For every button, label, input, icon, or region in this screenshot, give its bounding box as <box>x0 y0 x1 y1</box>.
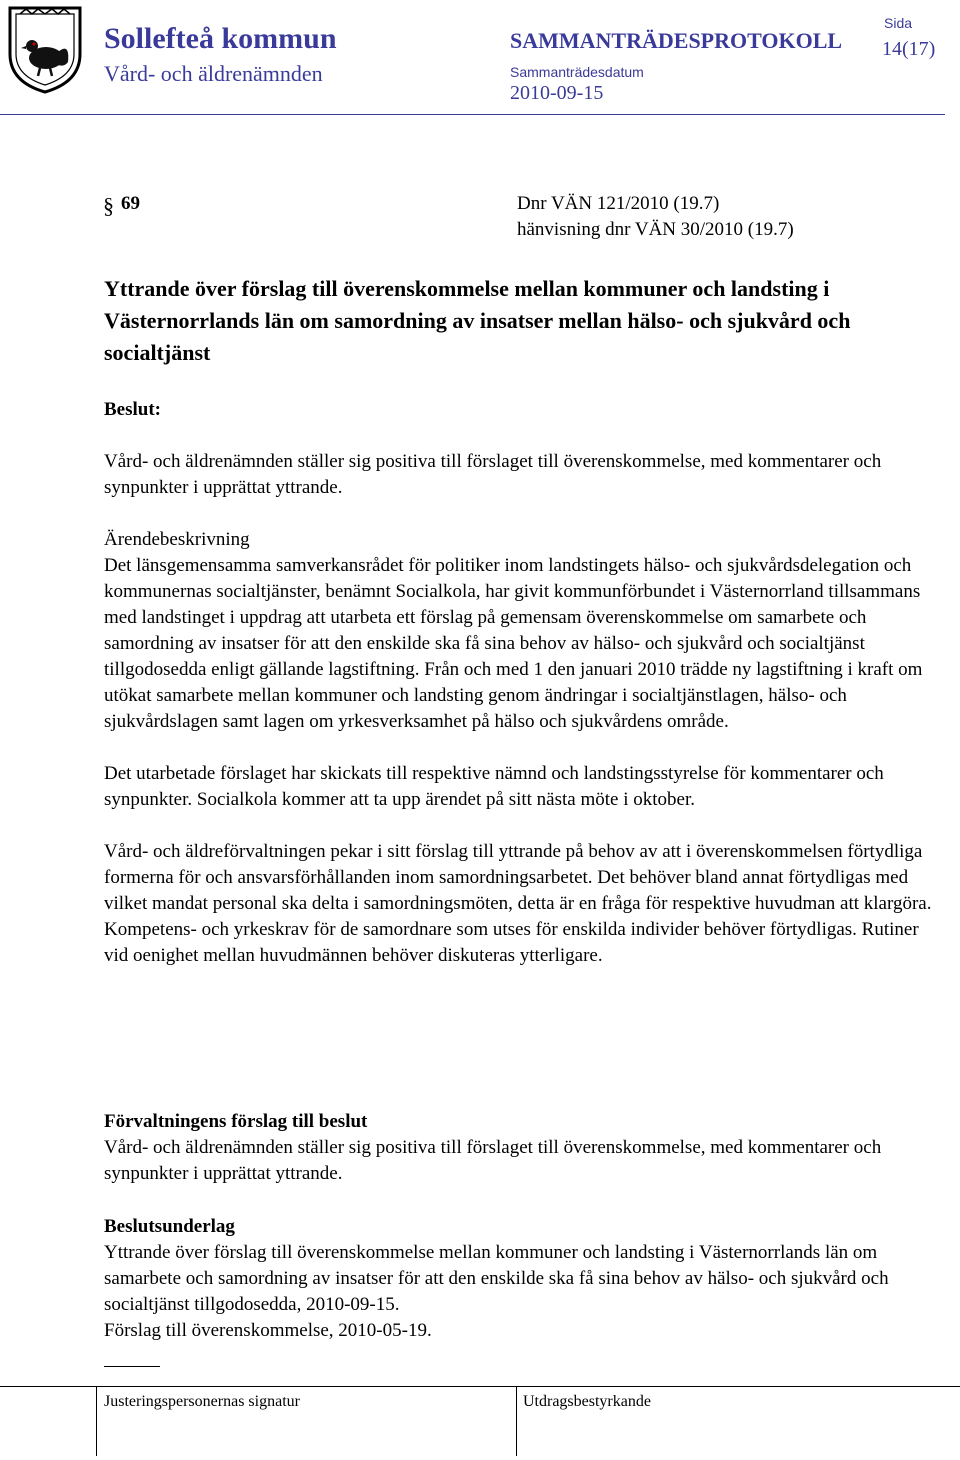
municipal-crest-logo <box>6 4 84 94</box>
signature-label: Justeringspersonernas signatur <box>104 1393 300 1410</box>
meeting-date-value: 2010-09-15 <box>510 82 604 104</box>
footer-divider-vertical <box>516 1386 517 1456</box>
proposal-heading: Förvaltningens förslag till beslut <box>104 1111 368 1132</box>
description-paragraph: Det utarbetade förslaget har skickats till respektive nämnd och landstingsstyrelse för kommentarer och synpunkter. Socialkola kommer att ta upp ärendet på sitt nästa möte i oktober. <box>104 763 884 810</box>
reference-number: hänvisning dnr VÄN 30/2010 (19.7) <box>517 219 794 240</box>
end-rule <box>104 1366 160 1367</box>
page-label: Sida <box>884 15 913 31</box>
basis-text: Yttrande över förslag till överenskommelse mellan kommuner och landsting i Västernorrlands län om samarbete och samordning av insatser för att den enskilde ska få sina behov av hälso- och sjukvård och socialtjänst tillgodosedda, 2010-09-15. <box>104 1242 889 1315</box>
basis-section <box>104 1214 934 1344</box>
municipality-name: Sollefteå kommun <box>104 22 337 55</box>
protocol-title: SAMMANTRÄDESPROTOKOLL <box>510 28 843 53</box>
extract-certification-label: Utdragsbestyrkande <box>523 1393 651 1410</box>
proposal-text: Vård- och äldrenämnden ställer sig positiva till förslaget till överenskommelse, med kommentarer och synpunkter i upprättat yttrande. <box>104 1137 882 1184</box>
footer-divider-vertical <box>96 1386 97 1456</box>
meeting-date-label: Sammanträdesdatum <box>510 64 644 80</box>
description-paragraph: Vård- och äldreförvaltningen pekar i sitt förslag till yttrande på behov av att i överenskommelsen förtydliga formerna för och ansvarsförhållanden inom samordningsarbetet. Det behöver bland annat förtydligas med vilket mandat personal ska delta i samordningsmöten, detta är en fråga för respektive huvudman att klargöra. Kompetens- och yrkeskrav för de samordnare som utses för enskilda individer behöver förtydligas. Rutiner vid oenighet mellan huvudmännen behöver diskuteras ytterligare. <box>104 841 932 966</box>
decision-section <box>104 397 934 501</box>
board-name: Vård- och äldrenämnden <box>104 61 323 86</box>
page-number: 14(17) <box>882 38 936 60</box>
paragraph-number: 69 <box>121 193 140 214</box>
decision-heading: Beslut: <box>104 399 161 420</box>
basis-heading: Beslutsunderlag <box>104 1216 235 1237</box>
registration-number: Dnr VÄN 121/2010 (19.7) <box>517 193 720 214</box>
item-title: Yttrande över förslag till överenskommelse mellan kommuner och landsting i Västernorrlands län om samordning av insatser mellan hälso- och sjukvård och socialtjänst <box>104 276 851 365</box>
paragraph-sign: § <box>103 193 114 218</box>
description-heading: Ärendebeskrivning <box>104 529 250 550</box>
proposal-section <box>104 1109 934 1187</box>
footer-divider <box>0 1386 960 1387</box>
decision-text: Vård- och äldrenämnden ställer sig positiva till förslaget till överenskommelse, med kommentarer och synpunkter i upprättat yttrande. <box>104 451 882 498</box>
description-paragraph: Det länsgemensamma samverkansrådet för politiker inom landstingets hälso- och sjukvårdsdelegation och kommunernas socialtjänster, benämnt Socialkola, har givit kommunförbundet i Västernorrland tillsammans med landstinget i uppdrag att utarbeta ett förslag på gemensam överenskommelse om samarbete och samordning av insatser för att den enskilde ska få sina behov av hälso- och sjukvård och socialtjänst tillgodosedda enligt gällande lagstiftning. Från och med 1 den januari 2010 trädde ny lagstiftning i kraft om utökat samarbete mellan kommuner och landsting genom ändringar i socialtjänstlagen, hälso- och sjukvårdslagen samt lagen om yrkesverksamhet på hälso och sjukvårdens område. <box>104 555 923 732</box>
basis-text: Förslag till överenskommelse, 2010-05-19. <box>104 1320 432 1341</box>
description-section <box>104 527 934 969</box>
header-divider <box>0 114 945 115</box>
